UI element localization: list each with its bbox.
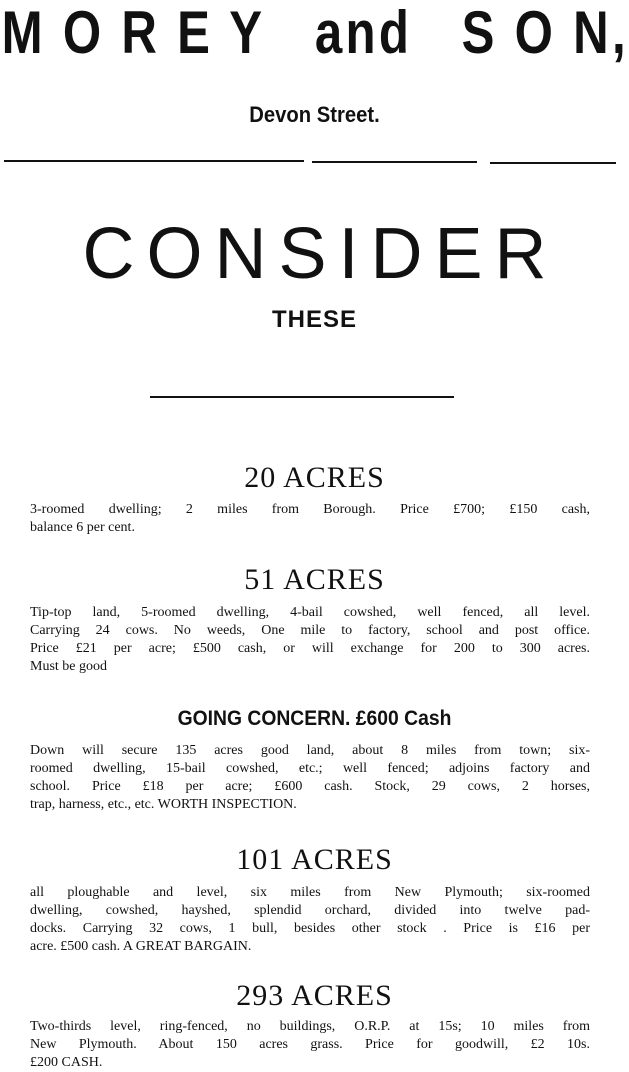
listing-line: Tip-top land, 5-roomed dwelling, 4-bail cowshed, well fenced, all level. [30,605,590,620]
divider-rule-top-mid [312,161,477,163]
listing-line: school. Price £18 per acre; £600 cash. Stock, 29 cows, 2 horses, [30,779,590,794]
headline-consider: CONSIDER [82,214,559,294]
listing-line: Carrying 24 cows. No weeds, One mile to factory, school and post office. [30,623,590,638]
firm-name-word-son: S O N, [461,0,629,66]
listing-line: 3-roomed dwelling; 2 miles from Borough. Price £700; £150 cash, [30,502,590,517]
listing-line: all ploughable and level, six miles from New Plymouth; six-roomed [30,885,590,900]
street-address: Devon Street. [249,102,380,127]
listing-line: Price £21 per acre; £500 cash, or will exchange for 200 to 300 acres. [30,641,590,656]
listing-heading: GOING CONCERN. £600 Cash [177,707,452,730]
listing-heading: 51 ACRES [244,563,385,596]
listing-line: roomed dwelling, 15-bail cowshed, etc.; well fenced; adjoins factory and [30,761,590,776]
listing-description [30,742,590,814]
listing-line: Must be good [30,659,107,674]
headline-these: THESE [271,306,357,333]
listing-line: New Plymouth. About 150 acres grass. Price for goodwill, £2 10s. [30,1037,590,1052]
divider-rule-top-left [4,160,304,162]
divider-rule-middle [150,396,454,398]
listing-line: docks. Carrying 32 cows, 1 bull, besides other stock . Price is £16 per [30,921,590,936]
divider-rule-top-right [490,162,616,164]
listing-description [30,1018,590,1072]
firm-name-word-and: and [314,0,413,66]
listing-line: acre. £500 cash. A GREAT BARGAIN. [30,939,252,954]
listing-description [30,884,590,956]
firm-name-word-morey: M O R E Y [1,0,266,66]
listing-heading: 20 ACRES [244,461,385,494]
listing-heading: 293 ACRES [236,979,393,1012]
listing-line: dwelling, cowshed, hayshed, splendid orchard, divided into twelve pad- [30,903,590,918]
listing-heading: 101 ACRES [236,843,393,876]
listing-line: Two-thirds level, ring-fenced, no buildings, O.R.P. at 15s; 10 miles from [30,1019,590,1034]
listing-line: £200 CASH. [30,1055,103,1070]
listing-description [30,604,590,676]
listing-description [30,501,590,537]
listing-line: balance 6 per cent. [30,520,135,535]
firm-name [0,0,629,70]
listing-line: trap, harness, etc., etc. WORTH INSPECTION. [30,797,297,812]
listing-line: Down will secure 135 acres good land, about 8 miles from town; six- [30,743,590,758]
